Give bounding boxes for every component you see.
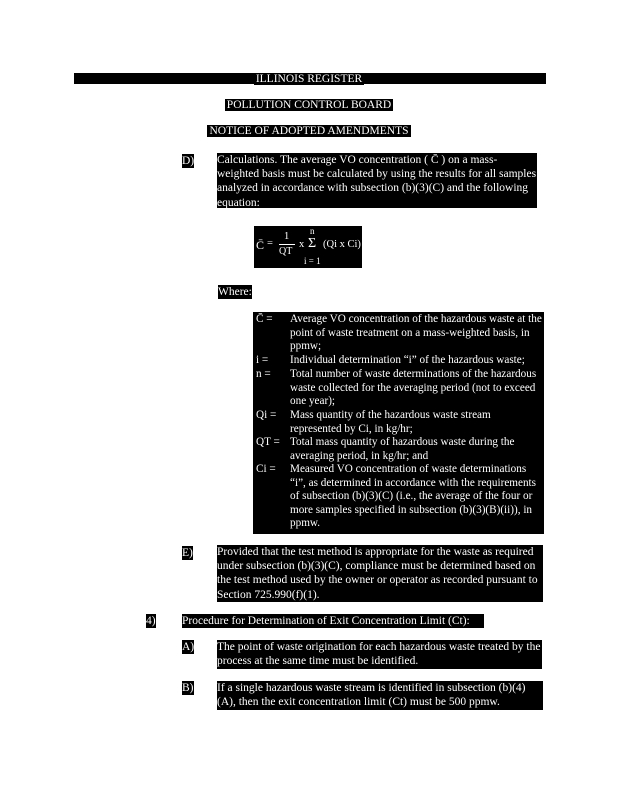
equation-fraction-numerator: 1 [284, 231, 290, 242]
definition-term-n: n = [256, 368, 271, 380]
definition-text-n: Total number of waste determinations of the hazardous waste collected for the averaging period (not to exceed one year); [290, 368, 537, 408]
equation-cbar: C̄ [256, 238, 265, 252]
header-notice-text: NOTICE OF ADOPTED AMENDMENTS [209, 125, 409, 137]
equation-equals: = [267, 238, 273, 249]
header-board [0, 99, 618, 111]
item-e-text: Provided that the test method is appropriate for the waste as required under subsection (b)(3)(C), compliance must be determined based on the test method used by the owner or operator as recorded pursuant to Section 725.990(f)(1). [217, 545, 543, 602]
equation-times: x [299, 239, 305, 250]
equation-sigma: Σ [308, 236, 317, 251]
header-register-text: ILLINOIS REGISTER [255, 73, 363, 85]
item-b-text: If a single hazardous waste stream is identified in subsection (b)(4)(A), then the exit concentration limit (Ct) must be 500 ppmw. [217, 681, 543, 710]
equation-term: (Qi x Ci) [323, 239, 361, 250]
item-d-label: D) [182, 155, 195, 167]
definition-text-qi: Mass quantity of the hazardous waste stream represented by Ci, in kg/hr; [290, 409, 491, 435]
equation-bottom-limit: i = 1 [304, 256, 321, 266]
equation-top-limit: n [310, 226, 315, 236]
vo-concentration-equation [254, 226, 362, 268]
item-a-text: The point of waste origination for each hazardous waste treated by the process at the same time must be identified. [217, 641, 541, 668]
header-register [0, 73, 618, 85]
header-notice [0, 125, 618, 137]
definitions-block [253, 312, 544, 534]
item-e-label: E) [182, 547, 193, 559]
equation-fraction-denominator: QT [279, 246, 293, 257]
equation-fraction-bar [279, 244, 295, 245]
item-d-text: Calculations. The average VO concentration ( C̄ ) on a mass-weighted basis must be calculated by using the results for all samples analyzed in accordance with subsection (b)(3)(C) and the following equation: [217, 154, 537, 209]
definition-text-qt: Total mass quantity of hazardous waste during the averaging period, in kg/hr; and [290, 436, 515, 462]
definition-term-ci: Ci = [256, 463, 276, 475]
item-4-text: Procedure for Determination of Exit Concentration Limit (Ct): [182, 614, 484, 628]
definition-text-i: Individual determination “i” of the hazardous waste; [290, 354, 525, 366]
where-label: Where: [218, 286, 252, 298]
definition-term-qi: Qi = [256, 409, 277, 421]
header-board-text: POLLUTION CONTROL BOARD [226, 99, 392, 111]
definition-text-cbar: Average VO concentration of the hazardous waste at the point of waste treatment on a mass-weighted basis, in ppmw; [290, 313, 542, 353]
definition-term-i: i = [256, 354, 269, 366]
item-a-label: A) [182, 641, 195, 653]
definition-text-ci: Measured VO concentration of waste determinations “i”, as determined in accordance with the requirements of subsection (b)(3)(C) (i.e., the average of the four or more samples specified in subsection (b)(3)(B)(ii)), in ppmw. [290, 463, 537, 530]
definition-term-cbar: C̄ = [256, 313, 273, 325]
item-4-label: 4) [146, 615, 156, 627]
item-b-label: B) [182, 682, 194, 694]
definition-term-qt: QT = [256, 436, 280, 448]
